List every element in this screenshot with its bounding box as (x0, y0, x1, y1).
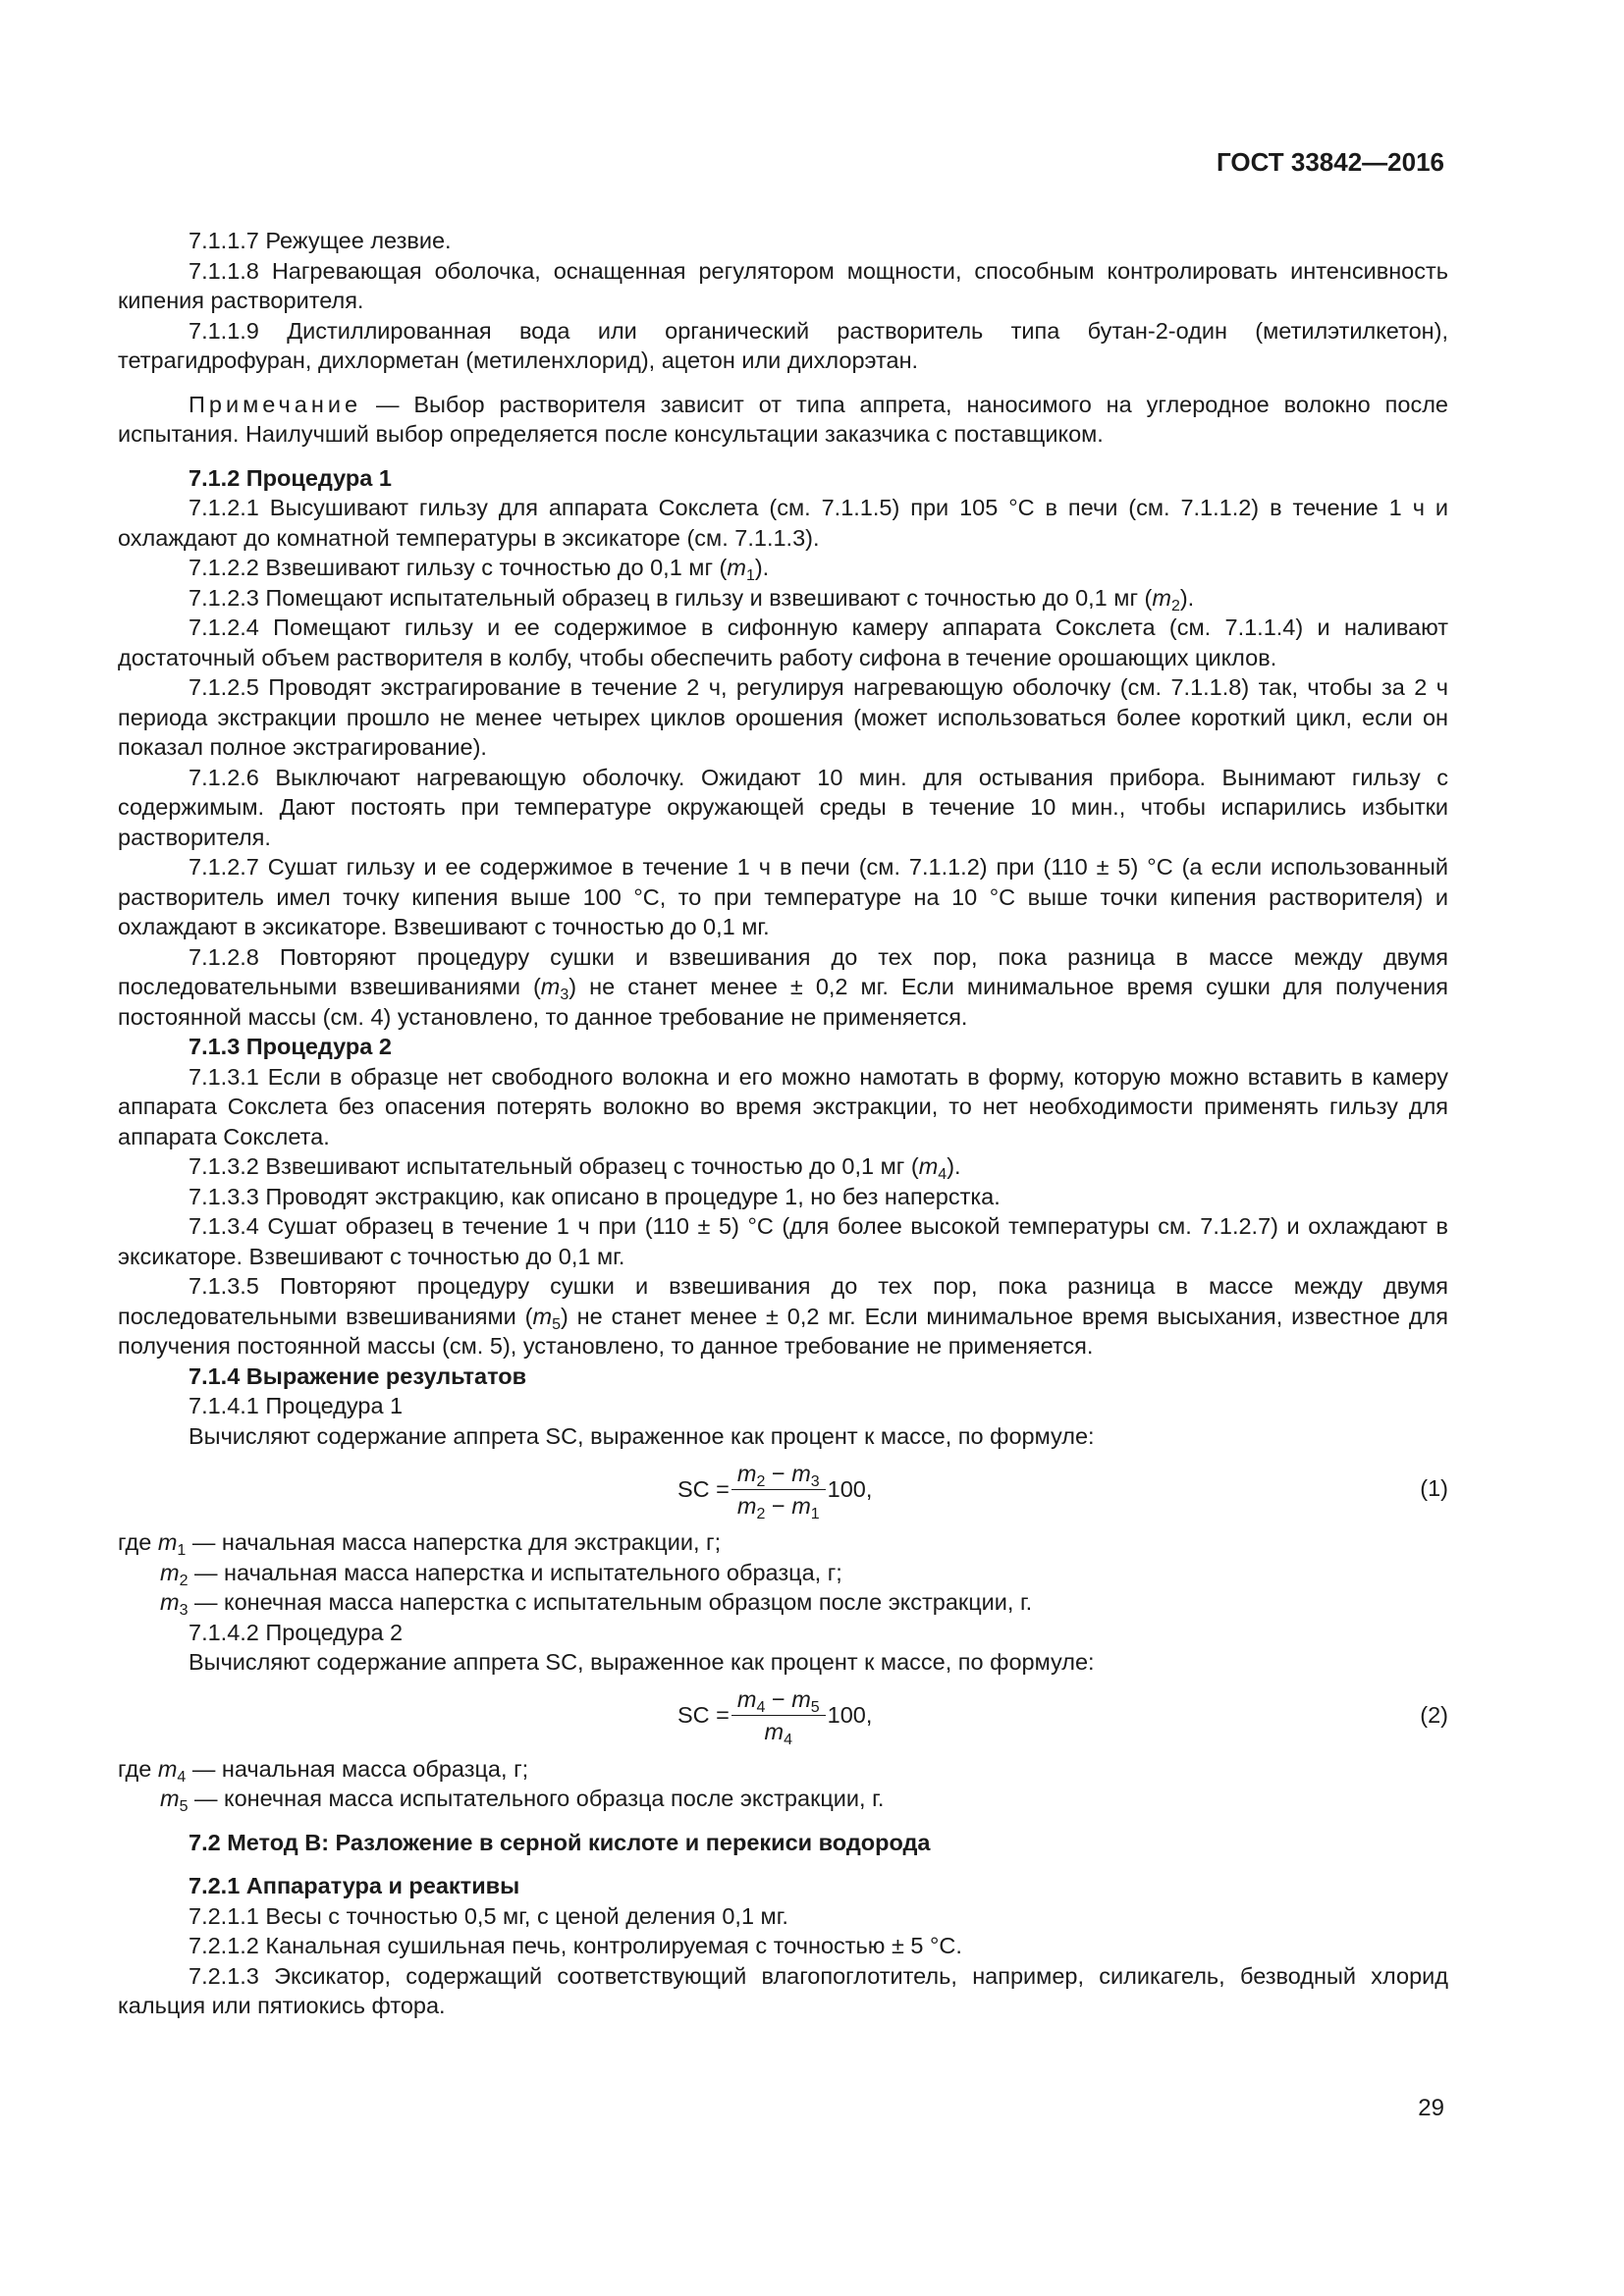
formula-2 (677, 1678, 872, 1754)
heading-7-1-2: 7.1.2 Процедура 1 (189, 464, 392, 491)
calc-intro-1: Вычисляют содержание аппрета SC, выраженное как процент к массе, по формуле: (189, 1422, 1095, 1449)
paragraph-7-1-1-9: 7.1.1.9 Дистиллированная вода или органический растворитель типа бутан-2-один (метилэтилкетон), тетрагидрофуран, дихлорметан (метиленхлорид), ацетон или дихлорэтан. (118, 317, 1448, 373)
paragraph-7-1-2-2: 7.1.2.2 Взвешивают гильзу с точностью до 0,1 мг $(m_1)$. (189, 555, 770, 584)
heading-7-2: 7.2 Метод В: Разложение в серной кислоте и перекиси водорода (189, 1829, 931, 1855)
paragraph-7-1-2-4: 7.1.2.4 Помещают гильзу и ее содержимое в сифонную камеру аппарата Сокслета (см. 7.1.1.4) и наливают достаточный объем растворителя в колбу, чтобы обеспечить работу сифона в течение орошающих циклов. (118, 614, 1448, 670)
formula-1 (677, 1451, 872, 1527)
formula-1-number: (1) (1420, 1475, 1448, 1501)
page-number: 29 (1418, 2095, 1444, 2121)
heading-7-1-4: 7.1.4 Выражение результатов (189, 1362, 527, 1389)
paragraph-7-1-3-1: 7.1.3.1 Если в образце нет свободного волокна и его можно намотать в форму, которую можно вставить в камеру аппарата Сокслета без опасения потерять волокно во время экстракции, то нет необходимости применять гильзу для аппарата Сокслета. (118, 1063, 1448, 1149)
paragraph-7-1-2-8: 7.1.2.8 Повторяют процедуру сушки и взвешивания до тех пор, пока разница в массе между двумя последовательными взвешиваниями $(m_3)$ не станет менее ± 0,2 мг. Если минимальное время сушки для получения постоянной массы (см. 4) установлено, то данное требование не применяется. (118, 943, 1448, 1030)
paragraph-7-2-1-2: 7.2.1.2 Канальная сушильная печь, контролируемая с точностью ± 5 °С. (189, 1933, 962, 1958)
definition-m2: $m_2$ — начальная масса наперстка и испытательного образца, г; (160, 1559, 842, 1589)
note-text: — Выбор растворителя зависит от типа аппрета, наносимого на углеродное волокно после испытания. Наилучший выбор определяется после консультации заказчика с поставщиком. (118, 391, 1448, 447)
formula-1-definitions (118, 1527, 1448, 1618)
definition-m4: где $m_4$ — начальная масса образца, г; (118, 1755, 529, 1786)
heading-7-1-3: 7.1.3 Процедура 2 (189, 1034, 392, 1059)
formula-2-numerator: $m_4 - m_5$ (731, 1685, 826, 1716)
formula-2-lhs: SC = (677, 1702, 730, 1729)
definition-m1: где $m_1$ — начальная масса наперстка для экстракции, г; (118, 1529, 722, 1559)
note-label: Примечание (189, 391, 362, 417)
paragraph-7-1-3-4: 7.1.3.4 Сушат образец в течение 1 ч при (110 ± 5) °С (для более высокой температуры см. 7.1.2.7) и охлаждают в эксикаторе. Взвешивают с точностью до 0,1 мг. (118, 1213, 1448, 1269)
paragraph-7-1-2-7: 7.1.2.7 Сушат гильзу и ее содержимое в течение 1 ч в печи (см. 7.1.1.2) при (110 ± 5) °С (а если использованный растворитель имел точку кипения выше 100 °С, то при температуре на 10 °С выше точки кипения растворителя) и охлаждают в эксикаторе. Взвешивают с точностью до 0,1 мг. (118, 854, 1448, 939)
formula-1-numerator: $m_2 - m_3$ (731, 1460, 826, 1490)
formula-2-definitions (118, 1754, 1448, 1814)
paragraph-7-1-3-3: 7.1.3.3 Проводят экстракцию, как описано в процедуре 1, но без наперстка. (189, 1183, 1001, 1209)
paragraph-7-1-2-1: 7.1.2.1 Высушивают гильзу для аппарата Сокслета (см. 7.1.1.5) при 105 °С в печи (см. 7.1.1.2) в течение 1 ч и охлаждают до комнатной температуры в эксикаторе (см. 7.1.1.3). (118, 495, 1448, 551)
formula-1-lhs: SC = (677, 1475, 730, 1502)
paragraph-7-2-1-3: 7.2.1.3 Эксикатор, содержащий соответствующий влагопоглотитель, например, силикагель, безводный хлорид кальция или пятиокись фтора. (118, 1962, 1448, 2018)
paragraph-7-1-4-1: 7.1.4.1 Процедура 1 (189, 1393, 404, 1418)
paragraph-7-1-2-5: 7.1.2.5 Проводят экстрагирование в течение 2 ч, регулируя нагревающую оболочку (см. 7.1.1.8) так, чтобы за 2 ч периода экстракции прошло не менее четырех циклов орошения (может использоваться более короткий цикл, если он показал полное экстрагирование). (118, 674, 1448, 760)
note-paragraph (118, 390, 1448, 450)
formula-2-denominator: $m_4$ (764, 1719, 793, 1748)
paragraph-7-1-3-5: 7.1.3.5 Повторяют процедуру сушки и взвешивания до тех пор, пока разница в массе между двумя последовательными взвешиваниями $(m_5)$ не станет менее ± 0,2 мг. Если минимальное время высыхания, известное для получения постоянной массы (см. 5), установлено, то данное требование не применяется. (118, 1273, 1448, 1359)
paragraph-7-1-4-2: 7.1.4.2 Процедура 2 (189, 1619, 404, 1645)
standard-code-header: ГОСТ 33842—2016 (1217, 147, 1444, 177)
calc-intro-2: Вычисляют содержание аппрета SC, выраженное как процент к массе, по формуле: (189, 1649, 1095, 1675)
paragraph-7-1-1-8: 7.1.1.8 Нагревающая оболочка, оснащенная регулятором мощности, способным контролировать интенсивность кипения растворителя. (118, 257, 1448, 313)
formula-2-factor: 100, (827, 1702, 873, 1729)
formula-2-fraction (731, 1685, 826, 1748)
formula-2-number: (2) (1420, 1701, 1448, 1728)
formula-1-fraction (731, 1460, 826, 1520)
paragraph-7-1-3-2: 7.1.3.2 Взвешивают испытательный образец с точностью до 0,1 мг $(m_4)$. (189, 1153, 961, 1183)
formula-2-row (118, 1678, 1448, 1754)
formula-1-factor: 100, (827, 1475, 873, 1502)
paragraph-7-1-1-7: 7.1.1.7 Режущее лезвие. (189, 228, 452, 253)
document-body (118, 226, 1448, 2021)
paragraph-7-1-2-3: 7.1.2.3 Помещают испытательный образец в гильзу и взвешивают с точностью до 0,1 мг $(m_2)$. (189, 584, 1195, 614)
paragraph-7-1-2-6: 7.1.2.6 Выключают нагревающую оболочку. Ожидают 10 мин. для остывания прибора. Вынимают гильзу с содержимым. Дают постоять при температуре окружающей среды в течение 10 мин., чтобы испарились избытки растворителя. (118, 764, 1448, 850)
definition-m3: $m_3$ — конечная масса наперстка с испытательным образцом после экстракции, г. (160, 1589, 1033, 1619)
definition-m5: $m_5$ — конечная масса испытательного образца после экстракции, г. (160, 1786, 885, 1815)
formula-1-row (118, 1451, 1448, 1527)
paragraph-7-2-1-1: 7.2.1.1 Весы с точностью 0,5 мг, с ценой деления 0,1 мг. (189, 1902, 788, 1929)
formula-1-denominator: $m_2 - m_1$ (736, 1492, 820, 1522)
heading-7-2-1: 7.2.1 Аппаратура и реактивы (189, 1873, 520, 1898)
